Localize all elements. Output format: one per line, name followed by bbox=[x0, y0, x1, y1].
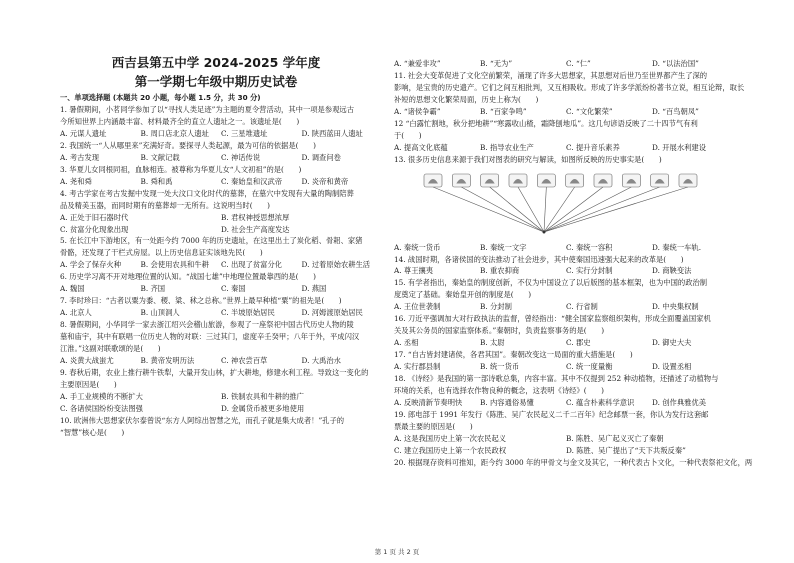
answer-option: D. 中央集权制 bbox=[652, 302, 699, 312]
question-text: 19. 郎电部于 1991 年发行《陈胜、吴广农民起义二千二百年》纪念邮票一套，你认为发行这套邮 bbox=[394, 409, 709, 419]
page-footer: 第 1 页 共 2 页 bbox=[374, 548, 420, 556]
question-text: 度奠定了基础。秦始皇开创的制度是( ) bbox=[394, 290, 532, 300]
question-text: 骨骼，还发现了干栏式房屋。以上历史信息证实该地先民( ) bbox=[60, 248, 263, 258]
answer-options bbox=[394, 361, 738, 373]
answer-option: B. 会使用农具和牛耕 bbox=[140, 260, 209, 270]
question-text: 2. 我国统一“人从哪里来”充满好奇。要探寻人类起源，最为可信的依据是( ) bbox=[60, 140, 316, 150]
answer-option: D. 金属货币被更多地使用 bbox=[221, 403, 305, 413]
answer-option: D. 创作典雅优美 bbox=[652, 397, 707, 407]
answer-option: B. 齐国 bbox=[140, 284, 166, 294]
answer-option: D. 商鞅变法 bbox=[652, 266, 692, 276]
question-text: 15. 有学者指出，秦始皇的制度创新，不仅为中国设立了以后版图的基本框架，也为中国的政治制 bbox=[394, 278, 708, 288]
answer-option: C. 三星堆遗址 bbox=[221, 128, 268, 138]
answer-option: C. 秦统一容积 bbox=[566, 242, 613, 252]
question-text: 补短的思想文化繁荣局面，历史上称为( ) bbox=[394, 94, 539, 104]
question-text: 墓和庙宇，其中有联唱一位历史人物的对联：三过其门，虚度辛壬癸甲；八年于外，平成闪汉 bbox=[60, 332, 360, 342]
connector-line bbox=[544, 187, 660, 232]
answer-option: B. 内容通俗易懂 bbox=[480, 397, 534, 407]
answer-option: A. 正处于旧石器时代 bbox=[60, 212, 129, 222]
answer-options bbox=[394, 265, 738, 277]
question-text: 关及其公务员的国家监察体系。”秦朝时，负责监察事务的是( ) bbox=[394, 326, 605, 336]
answer-option: B. 指导农业生产 bbox=[480, 142, 534, 152]
question-text: 10. 欧洲伟大思想家伏尔泰曾说“东方人阿综出智慧之光，而孔子就是集大成者！”孔子的 bbox=[60, 415, 345, 425]
answer-option: B. 黄帝发明历法 bbox=[140, 356, 195, 366]
answer-option: D. 御史大夫 bbox=[652, 338, 692, 348]
answer-options bbox=[394, 58, 738, 70]
answer-options bbox=[60, 128, 382, 140]
answer-options bbox=[394, 301, 738, 313]
answer-option: C. 神话传说 bbox=[221, 152, 261, 162]
answer-option: D. “以法治国” bbox=[652, 59, 699, 68]
answer-option: C. 神农尝百草 bbox=[221, 356, 268, 366]
right-questions-top bbox=[394, 58, 745, 166]
answer-option: D. 大禹治水 bbox=[301, 356, 341, 366]
answer-option: C. 提升音乐素养 bbox=[566, 142, 620, 152]
exam-title-school: 西吉县第五中学 2024-2025 学年度 bbox=[111, 55, 321, 70]
answer-option: B. 山顶洞人 bbox=[140, 308, 180, 318]
connector-line bbox=[544, 187, 688, 232]
answer-options bbox=[60, 307, 382, 319]
answer-option: A. 手工业规模的不断扩大 bbox=[60, 391, 143, 401]
answer-option: B. 太尉 bbox=[480, 338, 505, 348]
question-text: 影响，是宝贵的历史遗产。它们之间互相批判，又互相吸收。形成了许多学派纷纷著书立说，相互论辩，取长 bbox=[394, 82, 745, 92]
answer-option: D. 秦统一车轨. bbox=[652, 242, 702, 252]
answer-option: C. 建立我国历史上第一个农民政权 bbox=[394, 445, 507, 455]
answer-option: A. 元谋人遗址 bbox=[60, 128, 107, 138]
answer-option: D. 炎帝和黄帝 bbox=[301, 176, 349, 186]
answer-option: B. 文献记载 bbox=[140, 152, 180, 162]
answer-options bbox=[60, 403, 382, 415]
answer-options bbox=[394, 242, 738, 254]
answer-option: D. 陈胜、吴广提出了“天下共叛反秦” bbox=[566, 445, 686, 455]
unification-diagram bbox=[394, 168, 738, 238]
answer-option: D. “百鸟朝凤” bbox=[652, 106, 699, 116]
answer-option: D. 过着原始农耕生活 bbox=[301, 260, 371, 270]
left-questions bbox=[60, 104, 382, 439]
answer-option: B. 分封制 bbox=[480, 302, 512, 312]
answer-option: B. “无为” bbox=[480, 59, 513, 68]
question-text: 1. 暑假期间，小茗同学参加了以“寻找人类足迹”为主题的夏令营活动，其中一项是参观远古 bbox=[60, 105, 355, 114]
answer-options bbox=[60, 283, 382, 295]
answer-options bbox=[60, 259, 382, 271]
answer-option: C. “仁” bbox=[566, 59, 591, 68]
question-text: 11. 社会大变革促进了文化空前繁荣，涌现了许多大思想家，其思想对后世乃至世界都产生了深的 bbox=[394, 70, 708, 80]
answer-option: A. “兼爱非攻” bbox=[394, 59, 441, 68]
convergence-point bbox=[543, 230, 546, 233]
answer-options bbox=[60, 224, 382, 236]
answer-option: D. 燕国 bbox=[301, 284, 327, 294]
answer-option: A. 这是我国历史上第一次农民起义 bbox=[394, 433, 507, 443]
question-text: 16. 刀近平强调加大对行政执法的监督，曾经指出：“健全国家监察组织架构，形成全面覆盖国家机 bbox=[394, 314, 711, 324]
right-column bbox=[394, 58, 753, 469]
measure-icon bbox=[481, 174, 499, 187]
coin-icon bbox=[424, 174, 442, 187]
answer-option: D. 社会生产高度发达 bbox=[221, 224, 290, 234]
answer-options bbox=[394, 397, 738, 409]
answer-options bbox=[394, 142, 738, 154]
answer-options bbox=[394, 337, 738, 349]
answer-option: B. 铁制农具和牛耕的推广 bbox=[221, 391, 304, 401]
question-text: 20. 根据现存资料可推知，距今约 3000 年的甲骨文与金文及其它，一种代表古卜文化，一种代表祭祀文化，两 bbox=[394, 457, 753, 467]
connector-line bbox=[544, 187, 546, 232]
answer-options bbox=[60, 212, 382, 224]
answer-option: A. 秦统一货币 bbox=[394, 242, 441, 252]
question-text: 品及精美玉器，而同时期有的墓葬却一无所有。这说明当时( ) bbox=[60, 200, 271, 210]
left-column bbox=[60, 54, 382, 439]
answer-option: C. 实行分封制 bbox=[566, 266, 613, 276]
answer-option: A. 学会了保存火种 bbox=[60, 260, 121, 270]
question-13-figure bbox=[394, 168, 738, 238]
question-text: 7. 李时珍曰：“古者以粟为黍、稷、粱、秫之总称。”世界上最早种植“粟”的祖先是( ) bbox=[60, 296, 342, 306]
answer-option: A. 实行郡县制 bbox=[394, 362, 441, 372]
connector-line bbox=[490, 187, 544, 232]
answer-option: B. 陈胜、吴广起义灭亡了秦朝 bbox=[566, 433, 664, 443]
axle-icon bbox=[509, 174, 527, 187]
answer-option: B. 周口店北京人遗址 bbox=[140, 128, 209, 138]
question-text: 今所知世界上内涵最丰富、材料最齐全的直立人遗址之一。该遗址是( ) bbox=[60, 116, 300, 126]
answer-options bbox=[394, 445, 738, 457]
connector-line bbox=[544, 187, 575, 232]
section-heading: 一、单项选择题 (本题共 20 小题，每小题 1.5 分，共 30 分) bbox=[60, 93, 261, 102]
answer-option: B. 君权神授思想浓厚 bbox=[221, 212, 290, 222]
axle-icon bbox=[651, 174, 669, 187]
right-questions-bottom bbox=[394, 242, 753, 469]
question-text: 8. 暑假期间，小华同学一家去浙江绍兴会稽山旅游，参观了一座祭祀中国古代历史人物的陵 bbox=[60, 320, 354, 330]
connector-line bbox=[461, 187, 544, 232]
answer-option: C. 出现了贫富分化 bbox=[221, 260, 283, 270]
answer-option: A. 丞相 bbox=[394, 338, 419, 348]
question-text: 江淮。”这副对联歌颂的是( ) bbox=[60, 344, 161, 354]
question-text: 5. 在长江中下游地区，有一处距今约 7000 年的历史遗址，在这里出土了炭化稻、骨耜、家猪 bbox=[60, 236, 363, 246]
answer-option: B. “百家争鸣” bbox=[480, 106, 527, 116]
answer-option: C. 行省制 bbox=[566, 302, 598, 312]
measure-icon bbox=[622, 174, 640, 187]
answer-option: B. 秦统一文字 bbox=[480, 242, 527, 252]
answer-options bbox=[394, 433, 738, 445]
answer-option: B. 舜和禹 bbox=[140, 176, 173, 186]
question-text: 12 “白露忙割地，秋分把地耕”“寒露收山楂，霜降刨地瓜”。这几句谚语反映了二十四节气有利 bbox=[394, 118, 698, 128]
answer-option: D. 调查问卷 bbox=[301, 152, 341, 162]
answer-option: A. 王位世袭制 bbox=[394, 302, 441, 312]
question-text: 环境的关系，也有选择农作物良种的概念，这表明《诗经》( ) bbox=[394, 386, 605, 396]
question-text: 4. 考古学家在考古发掘中发现一处大汶口文化时代的墓葬，在墓穴中发现有大量的陶制陪葬 bbox=[60, 188, 354, 198]
answer-option: C. 各诸侯国纷纷变法图强 bbox=[60, 403, 143, 413]
question-text: 13. 很多历史信息来源于我们对图表的研究与解读，如图所反映的历史事实是( ) bbox=[394, 154, 662, 164]
question-text: “智慧”核心是( ) bbox=[60, 427, 125, 437]
answer-option: B. 重农抑商 bbox=[480, 266, 520, 276]
answer-option: A. 北京人 bbox=[60, 308, 92, 318]
answer-option: D. 陕西蓝田人遗址 bbox=[301, 128, 363, 138]
question-text: 3. 华夏儿女同根同祖，血脉相连。被尊称为华夏儿女“人文初祖”的是( ) bbox=[60, 164, 302, 174]
answer-option: A. 炎黄大战蚩尤 bbox=[60, 356, 114, 366]
exam-title-subject: 第一学期七年级中期历史试卷 bbox=[134, 74, 298, 89]
answer-option: D. 开展水利建设 bbox=[652, 142, 707, 152]
answer-option: A. 魏国 bbox=[60, 284, 85, 294]
answer-option: A. 提高文化底蕴 bbox=[394, 142, 448, 152]
question-text: 18. 《诗经》是我国的第一部诗歌总集，内容丰富。其中不仅提到 252 种动植物，还描述了动植物与 bbox=[394, 374, 719, 384]
answer-option: C. 统一度量衡 bbox=[566, 362, 613, 372]
connector-line bbox=[433, 187, 544, 232]
question-text: 17. “自古皆封建诸侯，各君其国”。秦朝改变这一局面的重大措施是( ) bbox=[394, 350, 633, 360]
answer-option: C. “文化繁荣” bbox=[566, 106, 613, 116]
seal-icon bbox=[679, 174, 697, 187]
answer-option: A. 考古发现 bbox=[60, 152, 100, 162]
answer-option: D. 设置丞相 bbox=[652, 362, 692, 372]
answer-option: C. 秦始皇和汉武帝 bbox=[221, 176, 283, 186]
answer-option: A. 尧和舜 bbox=[60, 176, 92, 186]
answer-options bbox=[394, 106, 738, 118]
answer-options bbox=[60, 152, 382, 164]
answer-option: C. 秦国 bbox=[221, 284, 246, 294]
question-text: 14. 战国时期，各诸侯国的变法推动了社会进步，其中使秦国迅速强大起来的改革是( ) bbox=[394, 254, 684, 264]
answer-options bbox=[60, 355, 382, 367]
answer-option: A. “诸侯争霸” bbox=[394, 106, 441, 116]
answer-option: A. 反映清新节奏明快 bbox=[394, 397, 463, 407]
question-text: 于( ) bbox=[394, 130, 422, 140]
answer-option: C. 郡史 bbox=[566, 338, 591, 348]
answer-option: D. 河姆渡原始居民 bbox=[301, 308, 363, 318]
connector-line bbox=[544, 187, 603, 232]
connector-line bbox=[544, 187, 631, 232]
question-text: 票最主要的原因是( ) bbox=[394, 421, 473, 431]
answer-option: B. 统一货币 bbox=[480, 362, 520, 372]
script-icon bbox=[452, 174, 470, 187]
answer-options bbox=[60, 176, 382, 188]
answer-option: C. 蕴含朴素科学意识 bbox=[566, 397, 635, 407]
answer-options bbox=[60, 391, 382, 403]
question-text: 6. 历史学习离不开对地理位置的认知。“战国七雄”中地理位置最靠西的是( ) bbox=[60, 272, 316, 282]
question-text: 主要原因是( ) bbox=[60, 379, 117, 389]
answer-option: C. 贫富分化现象出现 bbox=[60, 224, 129, 234]
script-icon bbox=[594, 174, 612, 187]
question-text: 9. 春秋后期，农业上推行耕牛铁犁，大量开发山林，扩大耕地，修建水利工程。导致这一变化的 bbox=[60, 367, 369, 377]
coin-icon bbox=[566, 174, 584, 187]
answer-option: A. 尊王攘夷 bbox=[394, 266, 434, 276]
chariot-icon bbox=[537, 174, 555, 187]
answer-option: C. 半坡原始居民 bbox=[221, 308, 275, 318]
